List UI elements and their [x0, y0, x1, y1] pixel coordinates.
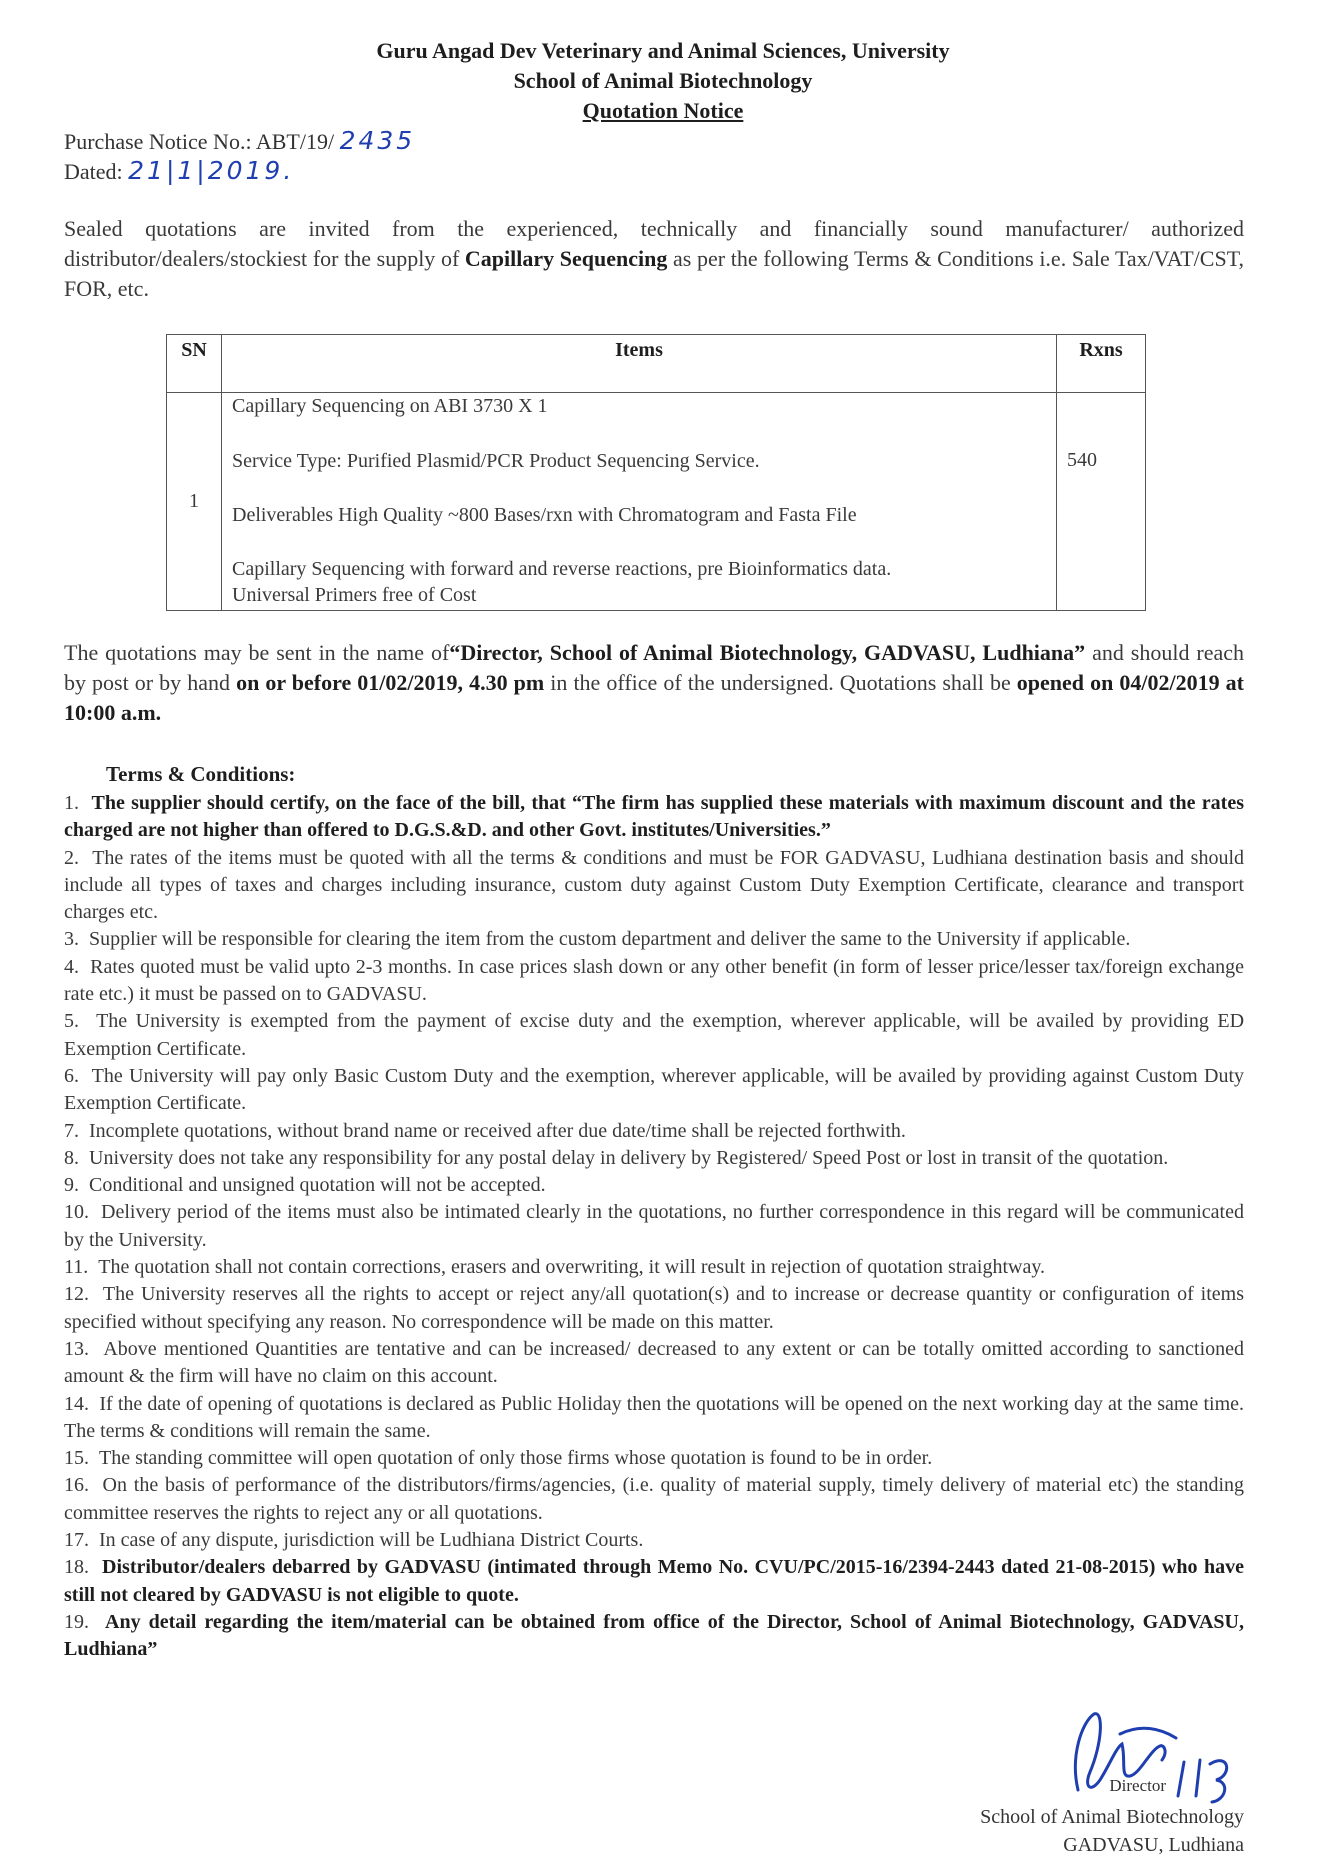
item-line-5: Universal Primers free of Cost [232, 584, 477, 606]
term-item [64, 1145, 1244, 1172]
term-number: 1. [64, 792, 79, 814]
term-text: The quotation shall not contain corrections, erasers and overwriting, it will result in rejection of quotation straightway. [98, 1256, 1046, 1279]
item-line-3: Deliverables High Quality ~800 Bases/rxn with Chromatogram and Fasta File [232, 504, 857, 526]
term-item [64, 1172, 1244, 1199]
term-item [64, 790, 1244, 845]
term-number: 4. [64, 955, 79, 978]
term-number: 12. [64, 1283, 89, 1306]
intro-text-1: Sealed quotations are invited from the experienced, technically and financially sound manufacturer/ authorized distributor/dealers/stockiest for the supply of [64, 216, 1244, 271]
col-header-rxns: Rxns [1057, 335, 1146, 393]
term-item [64, 1118, 1244, 1145]
term-item [64, 1336, 1244, 1391]
term-text: Rates quoted must be valid upto 2-3 months. In case prices slash down or any other benefit (in form of lesser price/lesser tax/foreign exchange rate etc.) it must be passed on to GADVASU. [64, 955, 1245, 1006]
term-item [64, 926, 1244, 953]
term-number: 10. [64, 1201, 89, 1224]
term-text: Conditional and unsigned quotation will not be accepted. [89, 1174, 546, 1197]
item-line-1: Capillary Sequencing on ABI 3730 X 1 [232, 395, 548, 417]
term-number: 19. [64, 1610, 89, 1633]
term-number: 3. [64, 928, 79, 951]
intro-text-2: as per the following Terms & Conditions i.e. Sale Tax/VAT/CST, FOR, etc. [64, 246, 1245, 301]
term-number: 18. [64, 1556, 89, 1579]
term-item [64, 1472, 1244, 1527]
director-signature [1060, 1704, 1260, 1814]
term-item [64, 1609, 1244, 1664]
purchase-notice-number: 2435 [339, 126, 416, 155]
term-number: 7. [64, 1119, 79, 1142]
term-item [64, 954, 1244, 1009]
term-number: 17. [64, 1529, 89, 1552]
term-text: The University is exempted from the payment of excise duty and the exemption, wherever applicable, will be availed by providing ED Exemption Certificate. [64, 1010, 1245, 1060]
send-text-1: The quotations may be sent in the name of [64, 640, 450, 665]
term-number: 15. [64, 1447, 89, 1470]
signatory-place: GADVASU, Ludhiana [1063, 1834, 1244, 1856]
notice-title: Quotation Notice [582, 98, 744, 123]
row-sn: 1 [167, 393, 222, 611]
item-line-4: Capillary Sequencing with forward and reverse reactions, pre Bioinformatics data. [232, 558, 892, 580]
items-table-header-row [167, 335, 1146, 393]
send-deadline: on or before 01/02/2019, 4.30 pm [236, 670, 545, 695]
send-addressee: “Director, School of Animal Biotechnology, GADVASU, Ludhiana” [449, 640, 1086, 665]
term-text: Supplier will be responsible for clearing the item from the custom department and deliver the same to the University if applicable. [89, 928, 1131, 951]
term-text: The University will pay only Basic Custom Duty and the exemption, wherever applicable, will be availed by providing against Custom Duty Exemption Certificate. [64, 1064, 1245, 1115]
term-number: 16. [64, 1474, 89, 1497]
col-header-items: Items [222, 335, 1057, 393]
term-text: Incomplete quotations, without brand name or received after due date/time shall be rejected forthwith. [89, 1119, 906, 1142]
term-number: 11. [64, 1256, 89, 1279]
signatory-title: Director [1109, 1776, 1166, 1795]
send-text-2: and should reach by post or by hand [64, 640, 1244, 695]
term-text: The rates of the items must be quoted with all the terms & conditions and must be FOR GADVASU, Ludhiana destination basis and should include all types of taxes and charges including insurance, custom duty against Custom Duty Exemption Certificate, clearance and transport charges etc. [64, 846, 1244, 924]
term-text: If the date of opening of quotations is declared as Public Holiday then the quotations will be opened on the next working day at the same time. The terms & conditions will remain the same. [64, 1392, 1244, 1442]
dated-line [64, 156, 294, 185]
term-number: 13. [64, 1337, 89, 1360]
university-name: Guru Angad Dev Veterinary and Animal Sciences, University [376, 38, 950, 63]
term-item [64, 1008, 1244, 1063]
term-text: University does not take any responsibility for any postal delay in delivery by Registered/ Speed Post or lost in transit of the quotation. [89, 1146, 1169, 1169]
send-opening-date: opened on 04/02/2019 at 10:00 a.m. [64, 670, 1244, 725]
term-text: Any detail regarding the item/material can be obtained from office of the Director, School of Animal Biotechnology, GADVASU, Ludhiana” [64, 1610, 1244, 1661]
term-text: In case of any dispute, jurisdiction will be Ludhiana District Courts. [99, 1529, 644, 1552]
term-item [64, 1281, 1244, 1336]
purchase-notice-label: Purchase Notice No.: ABT/19/ [64, 129, 335, 154]
term-item [64, 1554, 1244, 1609]
term-item [64, 1391, 1244, 1446]
row-rxns: 540 [1057, 393, 1146, 611]
signatory-school: School of Animal Biotechnology [980, 1806, 1244, 1828]
term-item [64, 1445, 1244, 1472]
intro-paragraph [64, 214, 1244, 304]
item-line-2: Service Type: Purified Plasmid/PCR Product Sequencing Service. [232, 450, 760, 472]
term-text: Delivery period of the items must also be intimated clearly in the quotations, no further correspondence in this regard will be communicated by the University. [64, 1201, 1244, 1251]
term-text: The supplier should certify, on the face of the bill, that “The firm has supplied these materials with maximum discount and the rates charged are not higher than offered to D.G.S.&D. and other Govt. institutes/Universities.” [64, 792, 1244, 842]
purchase-notice-line [64, 126, 415, 155]
school-name: School of Animal Biotechnology [513, 68, 813, 93]
term-number: 14. [64, 1392, 89, 1415]
term-text: Distributor/dealers debarred by GADVASU (intimated through Memo No. CVU/PC/2015-16/2394-2443 dated 21-08-2015) who have still not cleared by GADVASU is not eligible to quote. [64, 1556, 1245, 1606]
term-text: On the basis of performance of the distributors/firms/agencies, (i.e. quality of material supply, timely delivery of material etc) the standing committee reserves the rights to reject any or all quotations. [64, 1474, 1245, 1524]
term-item [64, 1254, 1244, 1281]
terms-title: Terms & Conditions: [106, 762, 296, 786]
term-text: The standing committee will open quotation of only those firms whose quotation is found to be in order. [99, 1447, 933, 1470]
submission-paragraph [64, 638, 1244, 728]
term-number: 2. [64, 846, 79, 869]
term-text: The University reserves all the rights to accept or reject any/all quotation(s) and to increase or decrease quantity or configuration of items specified without specifying any reason. No correspondence will be made on this matter. [64, 1283, 1245, 1333]
term-number: 9. [64, 1174, 79, 1197]
term-number: 8. [64, 1146, 79, 1169]
terms-list [64, 790, 1244, 1664]
term-number: 5. [64, 1010, 79, 1033]
intro-item-name: Capillary Sequencing [464, 246, 668, 271]
term-item [64, 845, 1244, 927]
term-item [64, 1063, 1244, 1118]
col-header-sn: SN [167, 335, 222, 393]
dated-value: 21|1|2019. [128, 156, 295, 185]
term-text: Above mentioned Quantities are tentative and can be increased/ decreased to any extent or can be totally omitted according to sanctioned amount & the firm will have no claim on this account. [64, 1337, 1245, 1388]
term-item [64, 1527, 1244, 1554]
term-item [64, 1199, 1244, 1254]
term-number: 6. [64, 1064, 79, 1087]
dated-label: Dated: [64, 159, 123, 184]
send-text-3: in the office of the undersigned. Quotations shall be [544, 670, 1017, 695]
